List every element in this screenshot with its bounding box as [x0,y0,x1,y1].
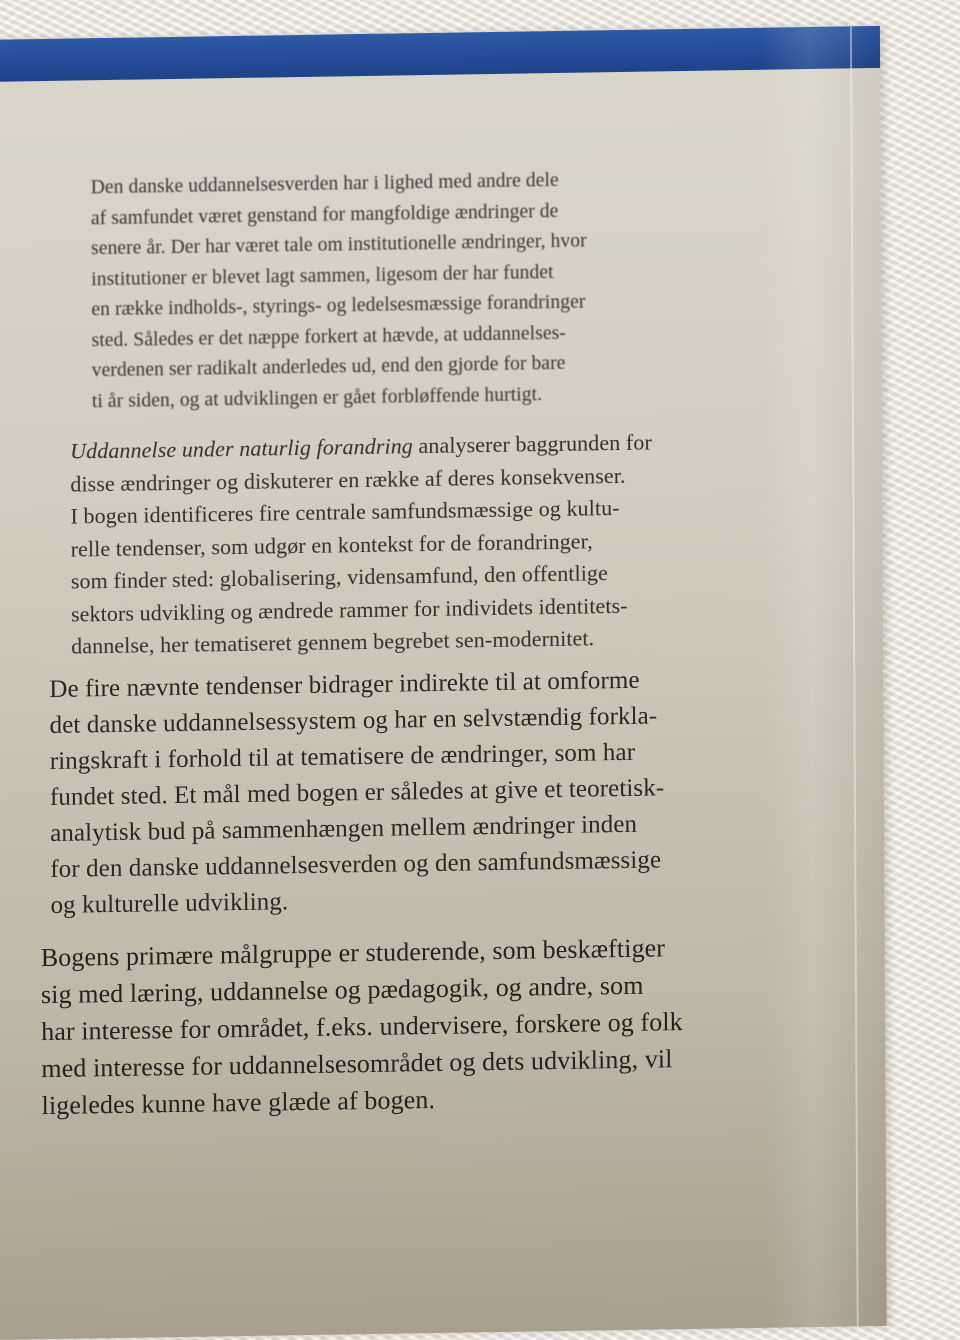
paragraph-audience [41,935,684,1130]
paragraph-intro [91,170,588,422]
text-fragment: analyserer baggrunden for [412,429,652,459]
text-line: analytisk bud på sammenhængen mellem ændringer inden [50,810,638,847]
book-title-italic: Uddannelse under naturlig forandring [70,433,413,464]
text-line: dannelse, her tematiseret gennem begrebet sen-modernitet. [71,625,595,659]
text-line: ringskraft i forhold til at tematisere de ændringer, som har [49,738,636,775]
paragraph-analysis [70,431,653,668]
text-line: I bogen identificeres fire centrale samfundsmæssige og kultu- [70,495,620,529]
text-line: sted. Således er det næppe forkert at hævde, at uddannelses- [91,322,566,351]
text-line: for den danske uddannelsesverden og den samfundsmæssige [50,846,662,883]
text-line: senere år. Der har været tale om institutionelle ændringer, hvor [91,230,587,260]
text-line: med interesse for uddannelsesområdet og dets udvikling, vil [41,1044,673,1084]
text-line: en række indholds-, styrings- og ledelsesmæssige forandringer [91,291,586,321]
text-line: sig med læring, uddannelse og pædagogik, og andre, som [40,970,644,1010]
text-line: relle tendenser, som udgør en kontekst for de forandringer, [70,527,593,562]
book-back-cover [0,26,887,1340]
text-line: institutioner er blevet lagt sammen, ligesom der har fundet [91,261,554,290]
text-line: Den danske uddannelsesverden har i lighed med andre dele [90,169,559,199]
text-line: ligeledes kunne have glæde af bogen. [41,1084,436,1121]
text-line: har interesse for området, f.eks. undervisere, forskere og folk [41,1007,683,1047]
paragraph-purpose [49,667,665,929]
text-line: Bogens primære målgruppe er studerende, som beskæftiger [40,933,666,973]
text-line: De fire nævnte tendenser bidrager indirekte til at omforme [49,666,640,703]
text-line: det danske uddannelsessystem og har en selvstændig forkla- [49,702,658,739]
text-line: sektors udvikling og ændrede rammer for individets identitets- [70,592,628,627]
text-line: og kulturelle udvikling. [50,888,289,919]
text-line: verdenen ser radikalt anderledes ud, end den gjorde for bare [91,352,566,382]
text-line: som finder sted: globalisering, vidensamfund, den offentlige [70,560,608,594]
text-line: af samfundet været genstand for mangfoldige ændringer de [90,200,559,229]
blurb-text [0,26,887,1340]
text-line: fundet sted. Et mål med bogen er således at give et teoretisk- [49,774,665,811]
text-line: ti år siden, og at udviklingen er gået forbløffende hurtigt. [91,383,543,412]
text-line: disse ændringer og diskuterer en række af deres konsekvenser. [70,462,626,497]
